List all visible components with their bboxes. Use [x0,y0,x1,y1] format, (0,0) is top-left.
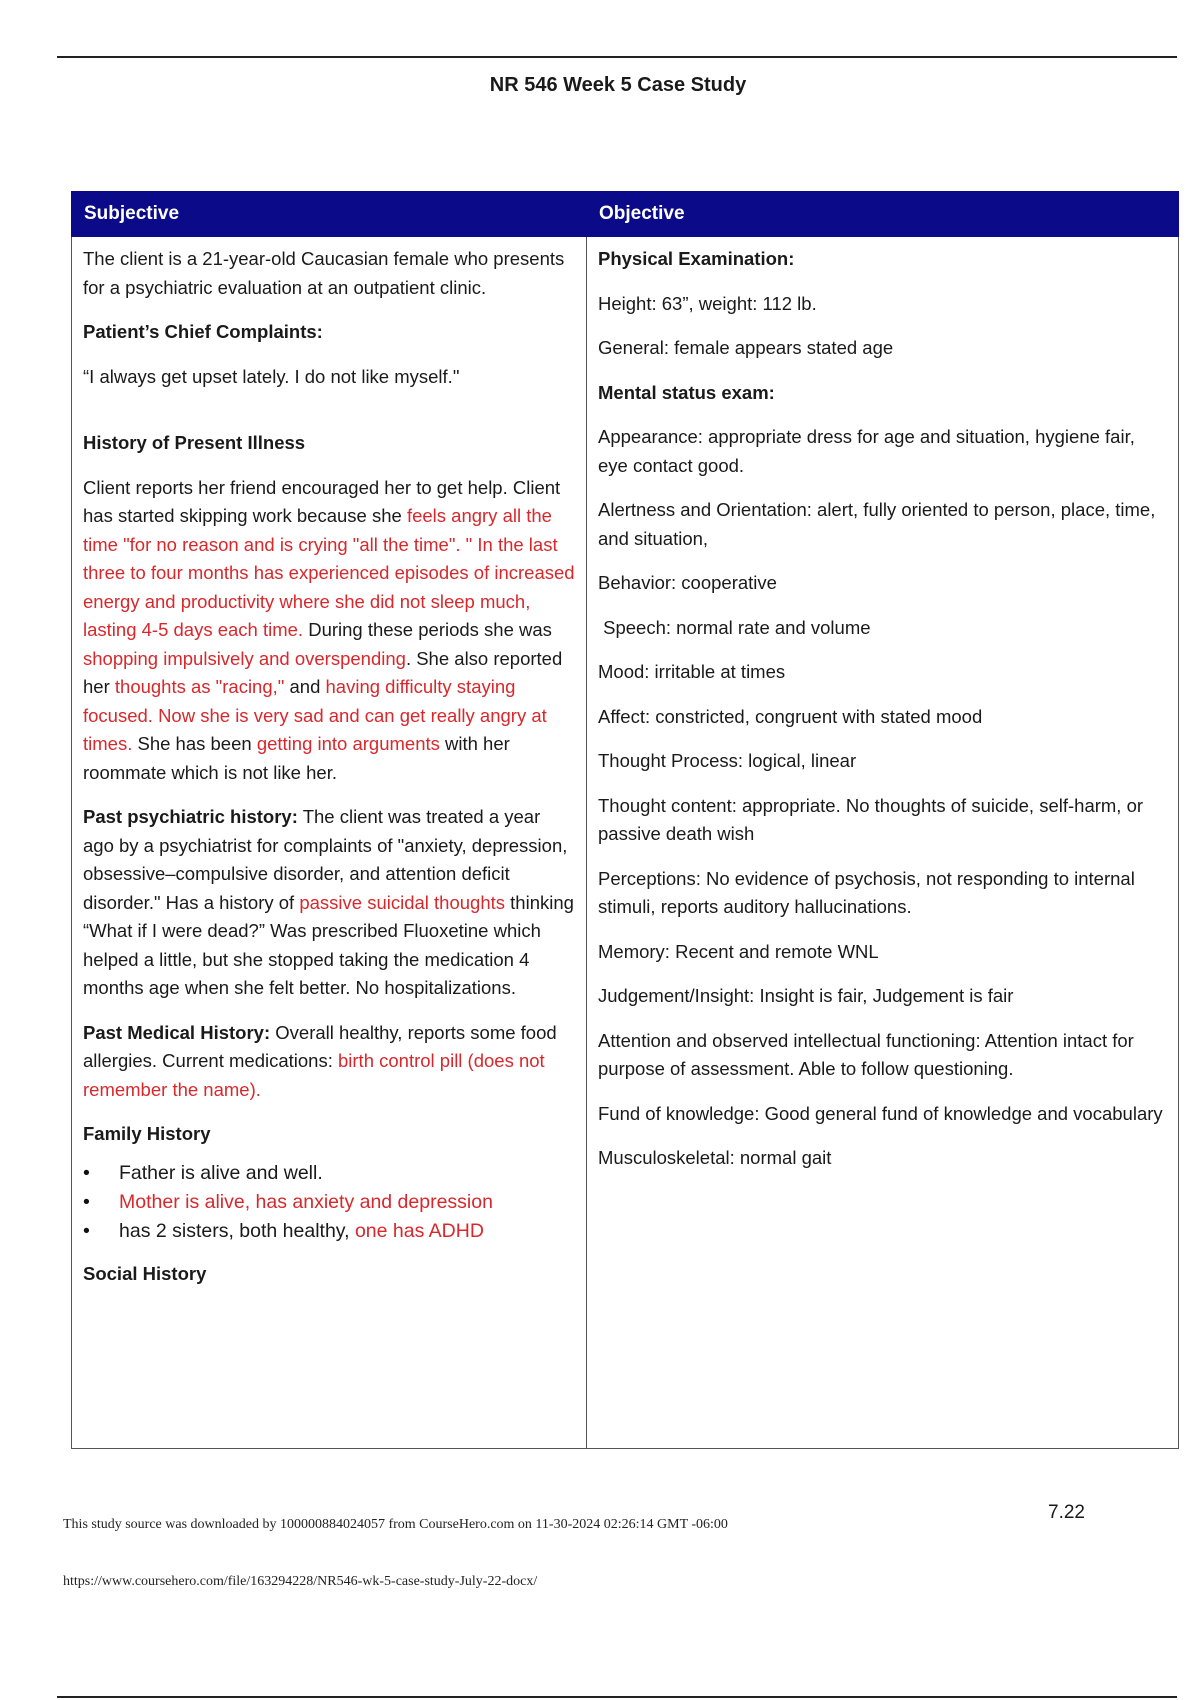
chief-complaint-text: “I always get upset lately. I do not like myself." [83,365,460,387]
mse-alertness: Alertness and Orientation: alert, fully oriented to person, place, time, and situation, [598,499,1156,549]
top-rule [57,56,1177,58]
subjective-cell [72,237,587,1449]
client-intro: The client is a 21-year-old Caucasian female who presents for a psychiatric evaluation at an outpatient clinic. [83,248,565,298]
psych-history-paragraph [83,803,575,1003]
table-body-row [72,237,1179,1449]
mse-knowledge: Fund of knowledge: Good general fund of knowledge and vocabulary [598,1102,1163,1124]
psych-history-text: The client was treated a year ago by a psychiatrist for complaints of "anxiety, depression, obsessive–compulsive disorder, and attention deficit disorder." Has a history of [83,806,568,913]
hpi-highlight: getting into arguments [256,733,440,754]
hpi-highlight: shopping impulsively and overspending [83,647,406,669]
mse-perceptions: Perceptions: No evidence of psychosis, not responding to internal stimuli, reports auditory hallucinations. [598,867,1135,917]
mse-heading: Mental status exam: [598,381,775,403]
table-header-row [72,192,1179,237]
mse-memory: Memory: Recent and remote WNL [598,940,879,962]
medical-history-paragraph [83,1019,575,1105]
mse-judgement: Judgement/Insight: Insight is fair, Judgement is fair [598,985,1014,1006]
general-appearance: General: female appears stated age [598,337,894,358]
source-url[interactable]: https://www.coursehero.com/file/163294228/NR546-wk-5-case-study-July-22-docx/ [63,1574,538,1589]
list-item [83,1217,575,1246]
document-title: NR 546 Week 5 Case Study [489,74,747,96]
list-item: • Mother is alive, has anxiety and depression [83,1188,575,1217]
hpi-text: with her roommate which is not like her. [83,733,510,783]
hpi-paragraph [83,474,575,788]
hpi-text: She has been [132,733,257,754]
mse-speech: Speech: normal rate and volume [598,616,871,638]
family-item-highlight: one has ADHD [354,1219,484,1242]
mse-musculoskeletal: Musculoskeletal: normal gait [598,1147,832,1168]
family-history-list [83,1159,575,1246]
mse-attention: Attention and observed intellectual functioning: Attention intact for purpose of assessment. Able to follow questioning. [598,1029,1134,1079]
hpi-text: . She also reported her [83,647,563,697]
physical-exam-heading: Physical Examination: [598,248,795,269]
social-history-heading: Social History [83,1262,207,1284]
medical-history-text: Overall healthy, reports some food allergies. Current medications: [83,1021,557,1071]
list-item: • Father is alive and well. [83,1159,575,1188]
page-number: 7.22 [1048,1502,1085,1523]
hpi-heading: History of Present Illness [83,432,306,453]
medical-history-heading: Past Medical History: [83,1021,271,1043]
hpi-highlight: thoughts as "racing," [114,676,285,697]
height-weight: Height: 63”, weight: 112 lb. [598,292,817,314]
family-history-heading: Family History [83,1123,211,1144]
source-note: This study source was downloaded by 100000884024057 from CourseHero.com on 11-30-2024 02:26:14 GMT -06:00 [63,1517,728,1532]
mse-affect: Affect: constricted, congruent with stated mood [598,705,983,727]
hpi-highlight: feels angry all the time "for no reason and is crying "all the time". " In the last three to four months has experienced episodes of increased energy and productivity where she did not sleep much, lasting 4-5 days each time. [83,505,575,640]
mse-thought-content: Thought content: appropriate. No thoughts of suicide, self-harm, or passive death wish [598,794,1144,844]
hpi-text: During these periods she was [303,619,552,640]
chief-complaint-heading: Patient’s Chief Complaints: [83,321,323,342]
subjective-header: Subjective [72,192,587,237]
hpi-text: Client reports her friend encouraged her to get help. Client has started skipping work because she [83,476,561,526]
medical-history-highlight: birth control pill (does not remember the name). [83,1050,545,1100]
psych-history-text: thinking “What if I were dead?” Was prescribed Fluoxetine which helped a little, but she stopped taking the medication 4 months age when she felt better. No hospitalizations. [83,891,574,998]
family-item-text: has 2 sisters, both healthy, [119,1219,355,1242]
hpi-text: and [284,676,326,697]
objective-cell [587,237,1179,1449]
psych-history-heading: Past psychiatric history: [83,806,298,827]
mse-behavior: Behavior: cooperative [598,572,777,593]
mse-mood: Mood: irritable at times [598,661,786,682]
hpi-highlight: having difficulty staying focused. Now she is very sad and can get really angry at times. [83,676,547,754]
objective-header: Objective [587,192,1179,237]
psych-history-highlight: passive suicidal thoughts [299,891,506,913]
mse-thought-process: Thought Process: logical, linear [598,750,857,771]
mse-appearance: Appearance: appropriate dress for age and situation, hygiene fair, eye contact good. [598,426,1135,476]
bottom-rule [57,1696,1177,1698]
case-study-table [71,191,1179,1449]
